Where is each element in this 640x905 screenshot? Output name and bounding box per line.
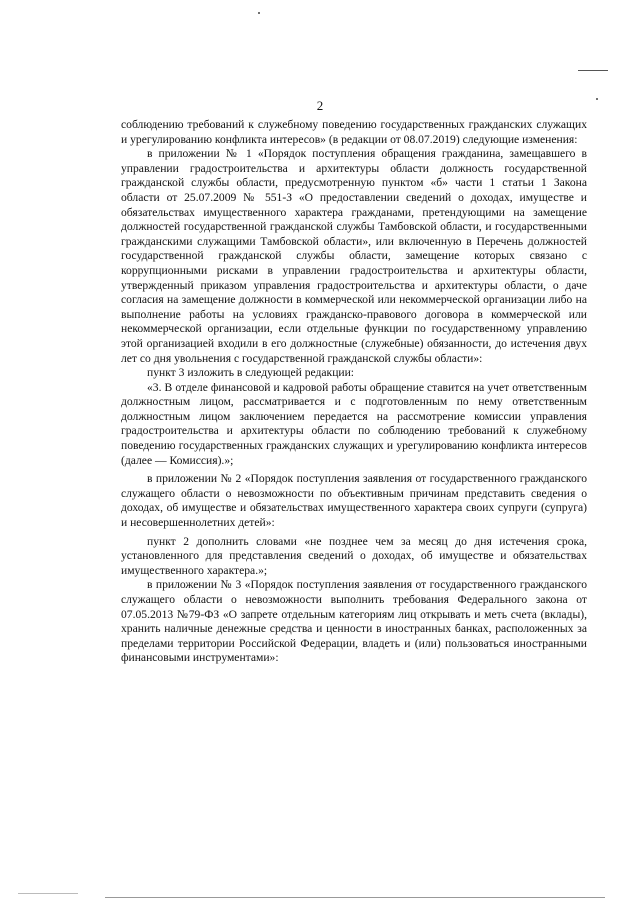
scan-dot	[258, 12, 260, 14]
paragraph-1: соблюдению требований к служебному поведению государственных гражданских служащих и урегулированию конфликта интересов» (в редакции от 08.07.2019) следующие изменения:	[121, 118, 587, 146]
scan-mark-bottom-left	[18, 893, 78, 894]
paragraph-5: в приложении № 2 «Порядок поступления заявления от государственного гражданского служащего области о невозможности по объективным причинам представить сведения о доходах, об имуществе и обязательствах имущественного характера своих супруги (супруга) и несовершеннолетних детей»:	[121, 472, 587, 530]
paragraph-6: пункт 2 дополнить словами «не позднее чем за месяц до дня истечения срока, установленного для представления сведений о доходах, об имуществе и обязательствах имущественного характера.»;	[121, 534, 587, 577]
page-number: 2	[316, 98, 324, 113]
paragraph-3: пункт 3 изложить в следующей редакции:	[147, 366, 355, 380]
document-body	[121, 118, 587, 666]
scan-dot	[596, 98, 598, 100]
paragraph-2: в приложении № 1 «Порядок поступления обращения гражданина, замещавшего в управлении градостроительства и архитектуры области должность государственной гражданской службы области, предусмотренную пунктом «б» части 1 статьи 1 Закона области от 25.07.2009 № 551-З «О предоставлении сведений о доходах, имуществе и обязательствах имущественного характера гражданами, претендующими на замещение должностей государственной гражданской службы Тамбовской области, и государственными гражданскими служащими Тамбовской области», или включенную в Перечень должностей государственной гражданской службы области, замещение которых связано с коррупционными рисками в управлении градостроительства и архитектуры области, утвержденный приказом управления градостроительства и архитектуры области, о даче согласия на замещение должности в коммерческой или некоммерческой организации либо на выполнение работы на условиях гражданско-правового договора в коммерческой или некоммерческой организации, если отдельные функции по государственному управлению этой организацией входили в его должностные (служебные) обязанности, до истечения двух лет со дня увольнения с государственной гражданской службы области»:	[121, 147, 587, 365]
paragraph-4: «3. В отделе финансовой и кадровой работы обращение ставится на учет ответственным должностным лицом, рассматривается и с подготовленным по нему ответственным должностным лицом заключением передается на рассмотрение комиссии управления градостроительства и архитектуры области по соблюдению требований к служебному поведению государственных гражданских служащих и урегулированию конфликта интересов (далее — Комиссия).»;	[121, 380, 587, 467]
paragraph-7: в приложении № 3 «Порядок поступления заявления от государственного гражданского служащего области о невозможности выполнить требования Федерального закона от 07.05.2013 №79-ФЗ «О запрете отдельным категориям лиц открывать и меть счета (вклады), хранить наличные денежные средства и ценности в иностранных банках, расположенных за пределами территории Российской Федерации, владеть и (или) пользоваться иностранными финансовыми инструментами»:	[121, 578, 587, 665]
scan-mark-top-right	[578, 70, 608, 71]
scan-mark-bottom-right	[105, 897, 605, 898]
